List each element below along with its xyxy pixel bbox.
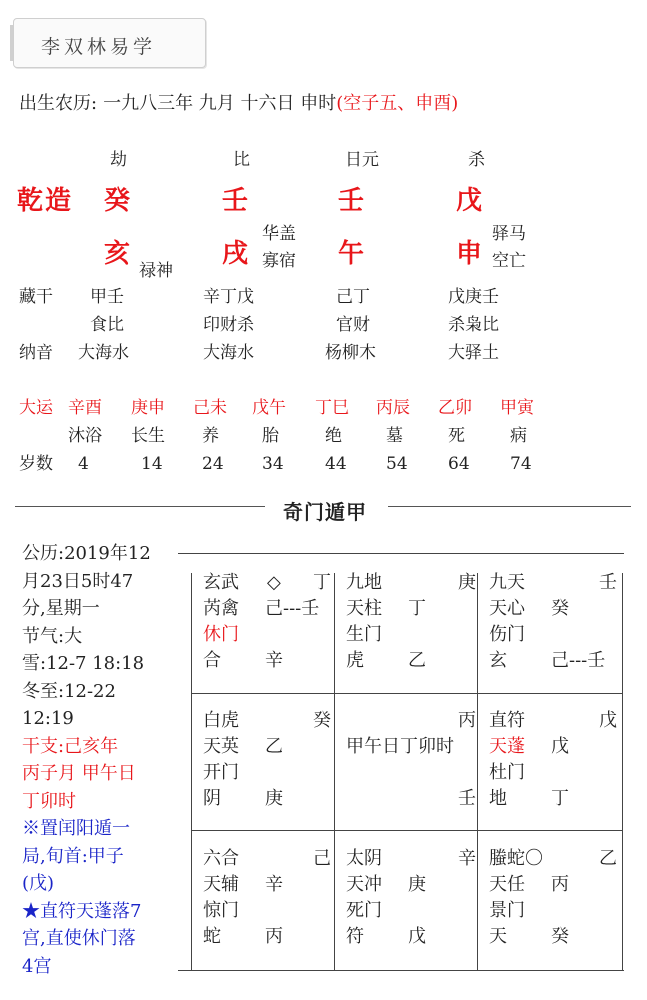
- palace-stem2: 戊: [551, 736, 569, 757]
- god-3: 日元: [345, 150, 379, 170]
- age-2: 14: [141, 454, 163, 474]
- palace-stem2: 己---壬: [265, 598, 320, 619]
- dayun-2: 庚申: [131, 398, 165, 418]
- palace-stem2: 丁: [408, 598, 426, 619]
- palace-door: 开门: [203, 762, 239, 783]
- palace-god: 太阴: [346, 848, 382, 869]
- dayun-state-4: 胎: [262, 426, 279, 446]
- hidden-hour: 戊庚壬: [448, 287, 499, 307]
- hidden-god-hour: 杀枭比: [448, 315, 499, 335]
- palace-n: [346, 570, 484, 674]
- birth-date: 一九八三年 九月 十六日 申时: [103, 93, 337, 114]
- nayin-hour: 大驿土: [448, 343, 499, 363]
- palace-star: 天英: [203, 736, 239, 757]
- palace-god: 直符: [489, 710, 525, 731]
- palace-stem3: 庚: [265, 788, 283, 809]
- palace-stem: 辛: [458, 848, 476, 869]
- palace-door: 景门: [489, 900, 525, 921]
- birth-kong: (空子五、申酉): [336, 93, 459, 114]
- info-line: 公历:2019年12: [22, 543, 151, 564]
- shensha-kongwang: 空亡: [492, 251, 526, 271]
- qianzao-label: 乾造: [17, 186, 74, 216]
- palace-ne: [489, 570, 627, 674]
- god-2: 比: [233, 150, 250, 170]
- ju-line: ※置闰阳遁一: [22, 818, 130, 839]
- stem-hour: 戊: [456, 186, 483, 216]
- palace-god: 螣蛇〇: [489, 848, 543, 869]
- dayun-6: 丙辰: [376, 398, 410, 418]
- palace-stem: 戊: [599, 710, 617, 731]
- stem-month: 壬: [222, 186, 249, 216]
- shensha-lushen: 禄神: [139, 261, 173, 281]
- palace-stem: 壬: [599, 572, 617, 593]
- zhifu-line: 4宫: [22, 955, 52, 977]
- branch-day: 午: [338, 239, 365, 269]
- info-column: [22, 540, 172, 980]
- ganzhi-line: 干支:己亥年: [22, 735, 119, 757]
- grid-hline: [191, 693, 623, 694]
- palace-door: 休门: [203, 624, 239, 645]
- palace-star: 天辅: [203, 874, 239, 895]
- dayun-state-3: 养: [202, 426, 219, 446]
- hidden-year: 甲壬: [90, 287, 124, 307]
- dayun-state-6: 墓: [386, 426, 403, 446]
- info-line: 12:19: [22, 708, 74, 729]
- palace-door: 生门: [346, 624, 382, 645]
- palace-god-short: 天: [489, 926, 507, 947]
- title-bar-decoration: [10, 25, 13, 61]
- hidden-label: 藏干: [19, 287, 53, 307]
- palace-sw: [203, 846, 341, 950]
- palace-center: [346, 708, 484, 812]
- ju-line: (戊): [22, 873, 55, 894]
- age-1: 4: [78, 454, 89, 474]
- palace-door: 死门: [346, 900, 382, 921]
- center-datetime: 甲午日丁卯时: [346, 736, 454, 757]
- zhifu-line: 宫,直使休门落: [22, 928, 136, 949]
- grid-top-line: [178, 553, 624, 554]
- branch-year: 亥: [104, 239, 131, 269]
- palace-god-short: 虎: [346, 650, 364, 671]
- shensha-yima: 驿马: [492, 224, 526, 244]
- palace-nw: [203, 570, 341, 674]
- palace-god: 玄武: [203, 572, 239, 593]
- separator-right: [388, 506, 631, 507]
- stem-year: 癸: [104, 186, 131, 216]
- palace-god-short: 合: [203, 650, 221, 671]
- section-title: 奇门遁甲: [283, 500, 367, 524]
- nayin-year: 大海水: [78, 343, 129, 363]
- palace-god: 九地: [346, 572, 382, 593]
- nayin-label: 纳音: [19, 343, 53, 363]
- title-box: [13, 18, 206, 68]
- info-line: 雪:12-7 18:18: [22, 653, 145, 674]
- age-label: 岁数: [19, 454, 53, 474]
- age-5: 44: [325, 454, 347, 474]
- branch-hour: 申: [456, 239, 483, 269]
- separator-left: [15, 506, 265, 507]
- palace-stem3: 戊: [408, 926, 426, 947]
- dayun-1: 辛酉: [68, 398, 102, 418]
- dayun-4: 戊午: [252, 398, 286, 418]
- palace-god: 六合: [203, 848, 239, 869]
- age-7: 64: [448, 454, 470, 474]
- palace-stem3: 壬: [458, 788, 476, 809]
- palace-stem: 丁: [313, 572, 331, 593]
- palace-god-short: 阴: [203, 788, 221, 809]
- dayun-3: 己未: [193, 398, 227, 418]
- dayun-state-7: 死: [448, 426, 465, 446]
- dayun-state-2: 长生: [131, 426, 165, 446]
- age-8: 74: [510, 454, 532, 474]
- palace-w: [203, 708, 341, 812]
- palace-stem3: 癸: [551, 926, 569, 947]
- palace-god-short: 蛇: [203, 926, 221, 947]
- palace-stem: 庚: [458, 572, 476, 593]
- palace-star: 芮禽: [203, 598, 239, 619]
- palace-star: 天蓬: [489, 736, 525, 757]
- dayun-7: 乙卯: [438, 398, 472, 418]
- palace-god: 白虎: [203, 710, 239, 731]
- shensha-guasu: 寡宿: [262, 251, 296, 271]
- palace-god-short: 符: [346, 926, 364, 947]
- palace-stem: 己: [313, 848, 331, 869]
- birth-label: 出生农历:: [19, 93, 98, 114]
- dayun-8: 甲寅: [500, 398, 534, 418]
- shensha-huagai: 华盖: [262, 224, 296, 244]
- palace-god-short: 地: [489, 788, 507, 809]
- hidden-god-month: 印财杀: [203, 315, 254, 335]
- grid-bottom-line: [178, 970, 624, 971]
- info-line: 节气:大: [22, 625, 83, 647]
- palace-stem: 乙: [599, 848, 617, 869]
- palace-stem3: 辛: [265, 650, 283, 671]
- grid-vline: [191, 573, 192, 970]
- palace-star: 天任: [489, 874, 525, 895]
- palace-star: 天柱: [346, 598, 382, 619]
- palace-door: 杜门: [489, 762, 525, 783]
- nayin-day: 杨柳木: [325, 343, 376, 363]
- palace-stem3: 己---壬: [551, 650, 606, 671]
- god-1: 劫: [110, 150, 127, 170]
- age-6: 54: [386, 454, 408, 474]
- dayun-label: 大运: [19, 398, 53, 418]
- birth-line: [19, 95, 458, 113]
- palace-stem3: 丙: [265, 926, 283, 947]
- ju-line: 局,旬首:甲子: [22, 845, 124, 867]
- hidden-god-day: 官财: [336, 315, 370, 335]
- palace-stem2: 丙: [551, 874, 569, 895]
- age-4: 34: [262, 454, 284, 474]
- info-line: 月23日5时47: [22, 570, 134, 592]
- palace-mark: ◇: [267, 572, 281, 593]
- palace-e: [489, 708, 627, 812]
- palace-door: 伤门: [489, 624, 525, 645]
- dayun-5: 丁巳: [315, 398, 349, 418]
- palace-god: 九天: [489, 572, 525, 593]
- palace-stem3: 乙: [408, 650, 426, 671]
- grid-hline: [191, 830, 623, 831]
- palace-stem2: 庚: [408, 874, 426, 895]
- zhifu-line: ★直符天蓬落7: [22, 900, 142, 922]
- page-title: 李双林易学: [41, 36, 157, 58]
- ganzhi-line: 丁卯时: [22, 790, 76, 812]
- age-3: 24: [202, 454, 224, 474]
- palace-god-short: 玄: [489, 650, 507, 671]
- palace-star: 天心: [489, 598, 525, 619]
- palace-star: 天冲: [346, 874, 382, 895]
- palace-stem2: 癸: [551, 598, 569, 619]
- palace-stem: 癸: [313, 710, 331, 731]
- palace-stem3: 丁: [551, 788, 569, 809]
- palace-door: 惊门: [203, 900, 239, 921]
- nayin-month: 大海水: [203, 343, 254, 363]
- dayun-state-1: 沐浴: [68, 426, 102, 446]
- palace-stem2: 乙: [265, 736, 283, 757]
- dayun-state-8: 病: [510, 426, 527, 446]
- hidden-god-year: 食比: [90, 315, 124, 335]
- palace-s: [346, 846, 484, 950]
- palace-se: [489, 846, 627, 950]
- palace-stem: 丙: [458, 710, 476, 731]
- hidden-month: 辛丁戊: [203, 287, 254, 307]
- dayun-state-5: 绝: [325, 426, 342, 446]
- stem-day: 壬: [338, 186, 365, 216]
- god-4: 杀: [468, 150, 485, 170]
- info-line: 分,星期一: [22, 598, 100, 619]
- ganzhi-line: 丙子月 甲午日: [22, 763, 136, 784]
- palace-stem2: 辛: [265, 874, 283, 895]
- branch-month: 戌: [222, 239, 249, 269]
- hidden-day: 己丁: [336, 287, 370, 307]
- info-line: 冬至:12-22: [22, 680, 116, 702]
